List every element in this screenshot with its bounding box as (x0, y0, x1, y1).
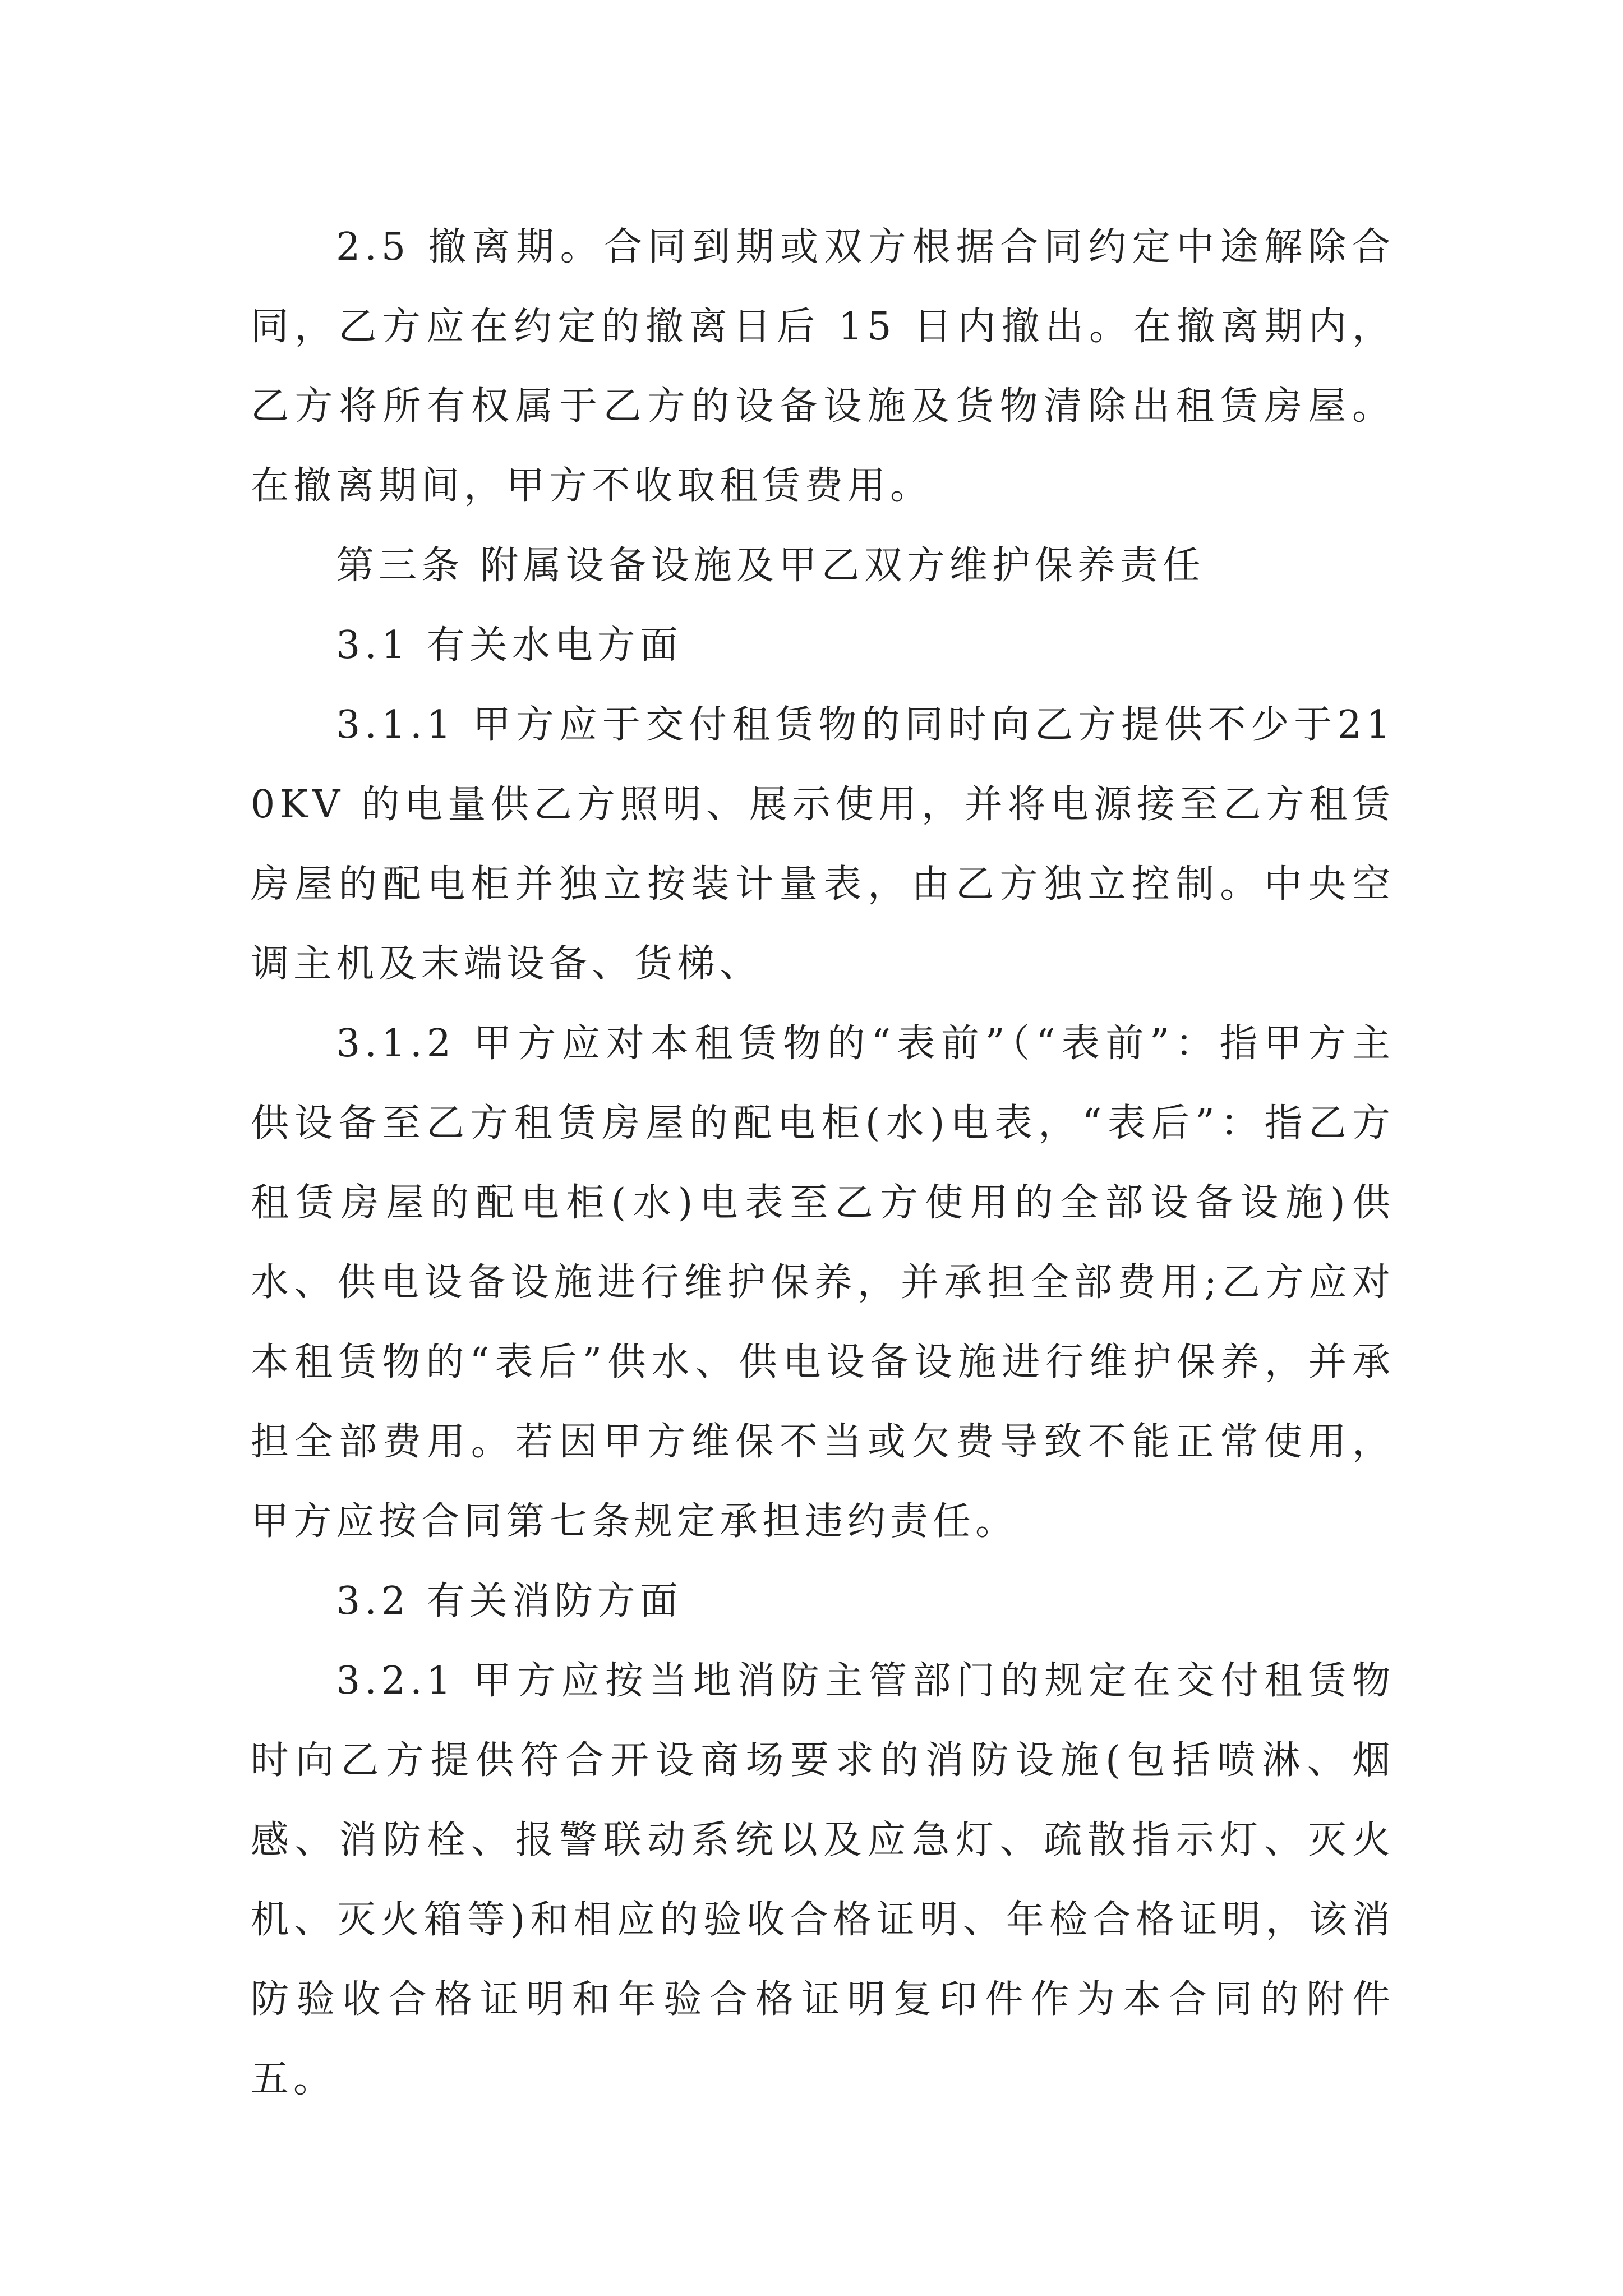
article-three-heading: 第三条 附属设备设施及甲乙双方维护保养责任 (336, 544, 1205, 588)
paragraph-3-1-1: 3.1.1 甲方应于交付租赁物的同时向乙方提供不少于210KV 的电量供乙方照明、展示使用，并将电源接至乙方租赁房屋的配电柜并独立按装计量表，由乙方独立控制。中央空调主机及末端设备、货梯、 (251, 703, 1395, 986)
paragraph-evacuation-period: 2.5 撤离期。合同到期或双方根据合同约定中途解除合同，乙方应在约定的撤离日后 15 日内撤出。在撤离期内，乙方将所有权属于乙方的设备设施及货物清除出租赁房屋。在撤离期间，甲方不收取租赁费用。 (251, 225, 1395, 508)
paragraph-3-2-1: 3.2.1 甲方应按当地消防主管部门的规定在交付租赁物时向乙方提供符合开设商场要求的消防设施(包括喷淋、烟感、消防栓、报警联动系统以及应急灯、疏散指示灯、灭火机、灭火箱等)和相应的验收合格证明、年检合格证明，该消防验收合格证明和年验合格证明复印件作为本合同的附件五。 (251, 1659, 1395, 2101)
section-3-1-heading: 3.1 有关水电方面 (336, 623, 683, 668)
section-3-2-heading: 3.2 有关消防方面 (336, 1579, 683, 1623)
document-body (251, 208, 1395, 2119)
paragraph-3-1-2: 3.1.2 甲方应对本租赁物的“表前”（“表前”：指甲方主供设备至乙方租赁房屋的配电柜(水)电表，“表后”：指乙方租赁房屋的配电柜(水)电表至乙方使用的全部设备设施)供水、供电设备设施进行维护保养，并承担全部费用;乙方应对本租赁物的“表后”供水、供电设备设施进行维护保养，并承担全部费用。若因甲方维保不当或欠费导致不能正常使用，甲方应按合同第七条规定承担违约责任。 (251, 1022, 1395, 1544)
